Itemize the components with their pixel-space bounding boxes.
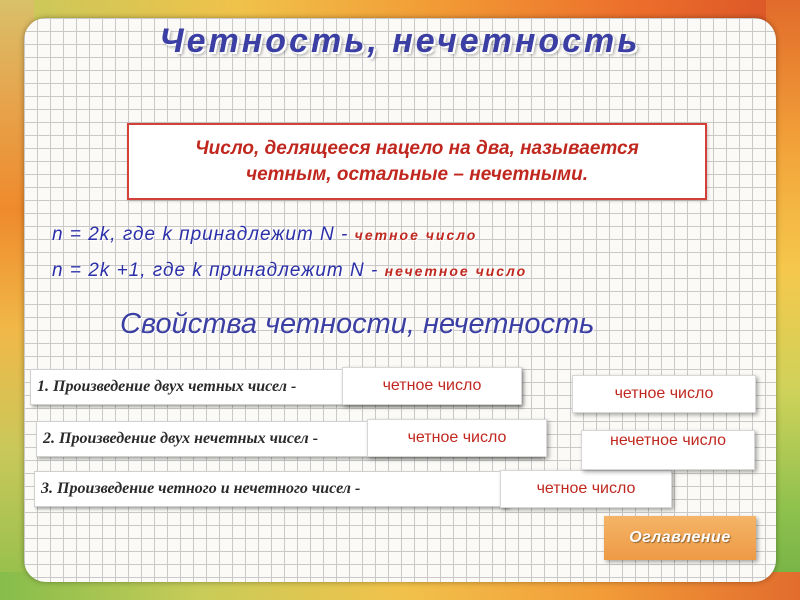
definition-line-1: Число, делящееся нацело на два, называется [195,137,639,159]
answer-chip-3[interactable]: четное число [500,470,672,508]
answer-chip-4[interactable]: четное число [572,375,756,413]
slide-title: Четность, нечетность [159,22,641,60]
properties-subtitle: Свойства четности, нечетность [120,308,595,340]
property-1: 1. Произведение двух четных чисел - [30,369,520,405]
definition-text [195,136,639,188]
answer-chip-1[interactable]: четное число [342,367,522,405]
formula-odd [52,260,527,282]
formula-odd-expression: n = 2k +1, где k принадлежит N - [52,260,385,281]
answer-chip-2[interactable]: четное число [367,419,547,457]
formula-odd-label: нечетное число [384,263,528,279]
definition-box [127,123,707,200]
property-2: 2. Произведение двух нечетных чисел - [36,421,542,457]
definition-line-2: четным, остальные – нечетными. [246,163,588,185]
formula-even-label: четное число [354,227,478,243]
formula-even-expression: n = 2k, где k принадлежит N - [52,224,355,245]
property-3: 3. Произведение четного и нечетного чисел - [34,471,508,507]
formula-even [52,224,477,246]
table-of-contents-button[interactable]: Оглавление [604,516,756,560]
answer-chip-5[interactable]: нечетное число [581,430,755,470]
